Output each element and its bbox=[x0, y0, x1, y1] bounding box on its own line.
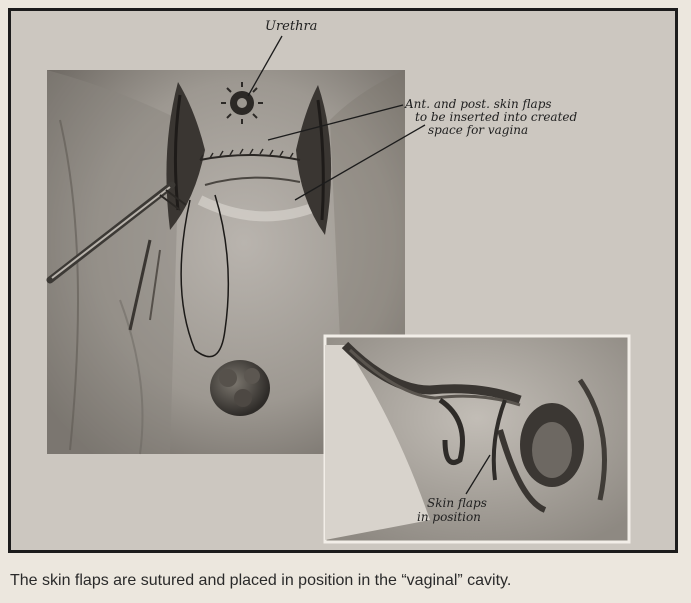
figure-caption: The skin flaps are sutured and placed in position in the “vaginal” cavity. bbox=[10, 572, 512, 589]
flaps-label-line-2: to be inserted into created bbox=[415, 110, 578, 124]
urethra-label: Urethra bbox=[265, 19, 318, 34]
position-label-line-2: in position bbox=[417, 510, 481, 524]
flaps-label-line-3: space for vagina bbox=[428, 123, 529, 137]
flaps-label-line-1: Ant. and post. skin flaps bbox=[405, 97, 552, 111]
position-label-line-1: Skin flaps bbox=[427, 496, 487, 510]
